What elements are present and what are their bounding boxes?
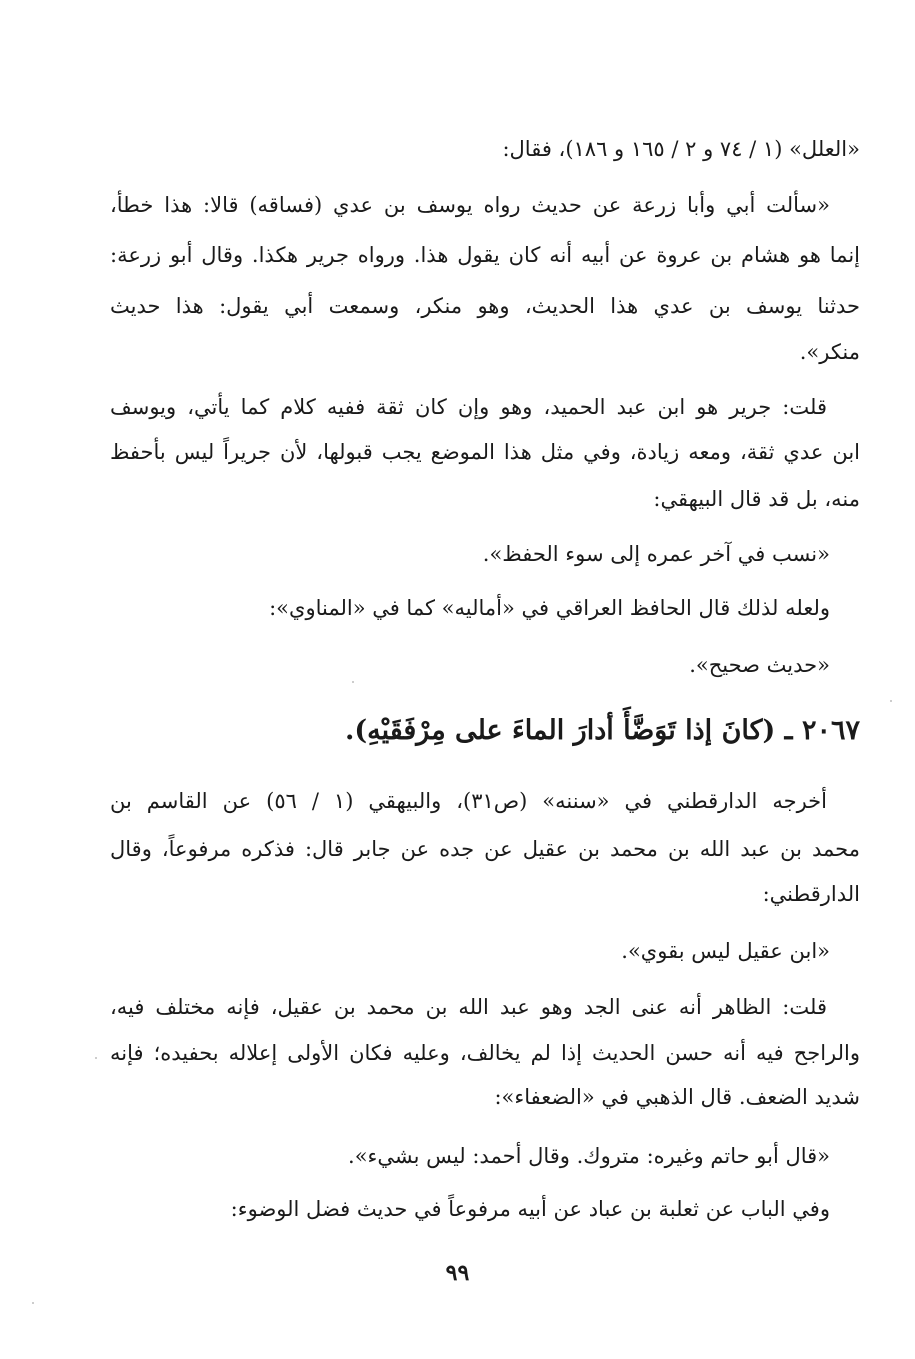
- paragraph-line: أخرجه الدارقطني في «سننه» (ص٣١)، والبيهقي (١ / ٥٦) عن القاسم بن: [110, 789, 827, 813]
- hadith-heading: ٢٠٦٧ ـ (كانَ إذا تَوَضَّأَ أدارَ الماءَ على مِرْفَقَيْهِ).: [344, 715, 860, 746]
- text-line: ابن عدي ثقة، ومعه زيادة، وفي مثل هذا الموضع يجب قبولها، لأن جريراً ليس بأحفظ: [110, 440, 860, 464]
- text-line: محمد بن عبد الله بن محمد بن عقيل عن جده عن جابر قال: فذكره مرفوعاً، وقال: [110, 837, 860, 861]
- paragraph-line: قلت: جرير هو ابن عبد الحميد، وهو وإن كان ثقة ففيه كلام كما يأتي، ويوسف: [110, 395, 827, 419]
- text-line: منه، بل قد قال البيهقي:: [653, 487, 860, 511]
- text-line: شديد الضعف. قال الذهبي في «الضعفاء»:: [494, 1085, 860, 1109]
- text-line: «العلل» (١ / ٧٤ و ٢ / ١٦٥ و ١٨٦)، فقال:: [502, 137, 860, 161]
- paragraph-line: قلت: الظاهر أنه عنى الجد وهو عبد الله بن محمد بن عقيل، فإنه مختلف فيه،: [110, 995, 827, 1019]
- quote-line: «نسب في آخر عمره إلى سوء الحفظ».: [482, 542, 830, 566]
- quote-line: «سألت أبي وأبا زرعة عن حديث رواه يوسف بن عدي (فساقه) قالا: هذا خطأ،: [110, 193, 830, 217]
- scan-speck: [352, 681, 354, 683]
- text-line: حدثنا يوسف بن عدي هذا الحديث، وهو منكر، وسمعت أبي يقول: هذا حديث: [110, 294, 860, 318]
- quote-line: «ابن عقيل ليس بقوي».: [621, 939, 830, 963]
- scan-speck: [890, 700, 892, 702]
- quote-line: «قال أبو حاتم وغيره: متروك. وقال أحمد: ليس بشيء».: [348, 1144, 830, 1168]
- page-number: ٩٩: [445, 1260, 470, 1286]
- text-line: الدارقطني:: [762, 882, 860, 906]
- scan-speck: [32, 1302, 34, 1304]
- text-line: منكر».: [799, 340, 860, 364]
- text-line: وفي الباب عن ثعلبة بن عباد عن أبيه مرفوعاً في حديث فضل الوضوء:: [230, 1197, 830, 1221]
- text-line: والراجح فيه أنه حسن الحديث إذا لم يخالف، وعليه فكان الأولى إعلاله بحفيده؛ فإنه: [110, 1041, 860, 1065]
- scan-speck: [95, 1057, 97, 1059]
- quote-line: «حديث صحيح».: [689, 653, 830, 677]
- text-line: ولعله لذلك قال الحافظ العراقي في «أماليه» كما في «المناوي»:: [269, 596, 830, 620]
- text-line: إنما هو هشام بن عروة عن أبيه أنه كان يقول هذا. ورواه جرير هكذا. وقال أبو زرعة:: [110, 243, 860, 267]
